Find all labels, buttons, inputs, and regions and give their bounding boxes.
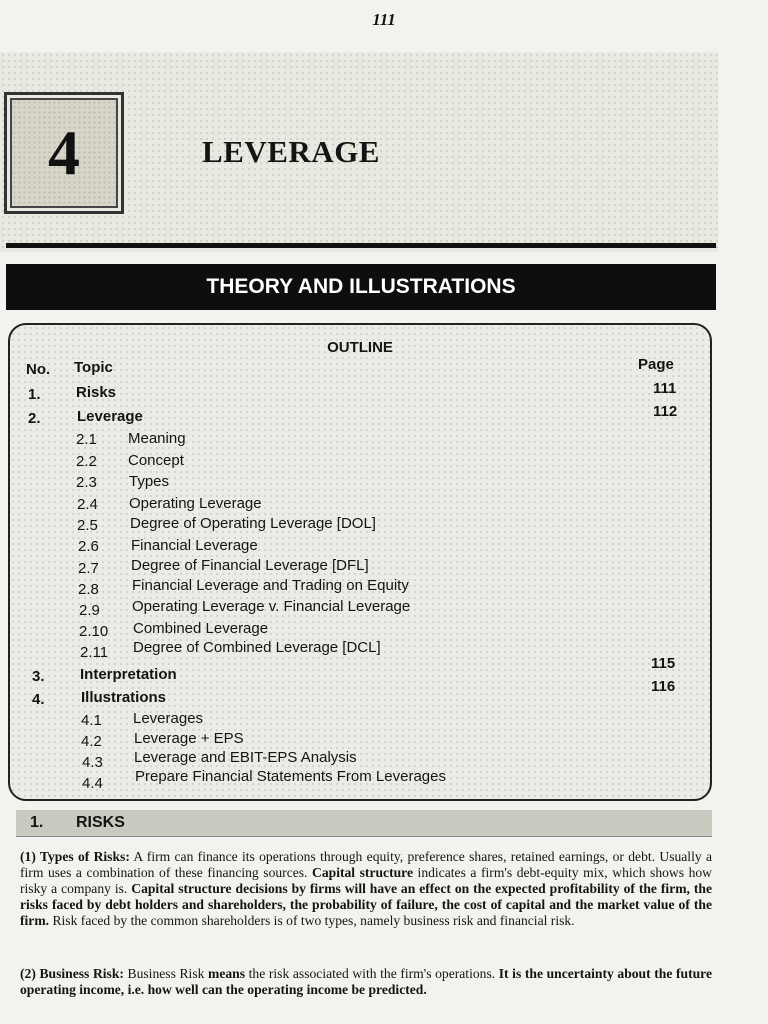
paragraph-bold-text: Capital structure: [312, 865, 413, 880]
paragraph-text: A firm can finance its operations through equity, preference shares, retained earnings, or debt. Usually a firm uses a combination of these financing sources.: [20, 849, 713, 880]
outline-subitem-topic: Types: [129, 473, 170, 490]
outline-subitem-topic: Operating Leverage v. Financial Leverage: [132, 598, 411, 615]
outline-subitem-no: 2.3: [76, 474, 97, 491]
outline-subitem-topic: Operating Leverage: [129, 495, 262, 512]
paragraph-label: (2) Business Risk:: [20, 966, 124, 981]
outline-item-topic: Leverage: [77, 408, 143, 425]
outline-subitem-topic: Degree of Operating Leverage [DOL]: [130, 515, 376, 532]
section-number: 1.: [30, 814, 44, 831]
outline-subitem-no: 2.11: [80, 644, 109, 661]
outline-item-page: 116: [651, 678, 676, 695]
outline-subitem-topic: Concept: [128, 452, 184, 469]
outline-item-no: 2.: [28, 410, 41, 427]
paragraph-bold-text: means: [208, 966, 246, 981]
paragraph-text: indicates a firm's debt-equity mix, which shows how risky a company is.: [20, 865, 712, 896]
outline-item-page: 115: [651, 655, 676, 672]
paragraph-bold-text: It is the uncertainty about the future operating income, i.e. how well can the operating income be predicted.: [20, 966, 712, 997]
outline-header-topic: Topic: [74, 359, 113, 376]
outline-item-page: 111: [653, 380, 677, 397]
outline-subitem-topic: Prepare Financial Statements From Leverages: [135, 768, 446, 785]
chapter-title: LEVERAGE: [202, 134, 380, 169]
outline-item-page: 112: [653, 403, 678, 420]
outline-subitem-no: 2.2: [76, 453, 97, 470]
outline-item-topic: Risks: [76, 384, 117, 401]
outline-subitem-no: 4.1: [81, 712, 102, 729]
outline-subitem-topic: Leverages: [133, 710, 204, 727]
outline-subitem-no: 2.5: [77, 517, 98, 534]
outline-title: OUTLINE: [327, 339, 393, 356]
outline-subitem-topic: Degree of Financial Leverage [DFL]: [131, 557, 369, 574]
chapter-number: 4: [48, 117, 80, 188]
paragraph-text: Risk faced by the common shareholders is of two types, namely business risk and financial risk.: [49, 913, 575, 928]
outline-subitem-topic: Leverage + EPS: [134, 730, 244, 747]
outline-subitem-topic: Financial Leverage: [131, 537, 258, 554]
paragraph-text: Business Risk: [123, 966, 209, 981]
outline-item-topic: Interpretation: [80, 666, 177, 683]
outline-header-page: Page: [638, 356, 674, 373]
outline-subitem-no: 2.6: [78, 538, 99, 555]
chapter-divider: [6, 243, 716, 248]
paragraph-business-risk: [20, 966, 712, 998]
outline-subitem-no: 4.3: [82, 754, 103, 771]
outline-subitem-no: 2.7: [78, 560, 99, 577]
theory-banner: THEORY AND ILLUSTRATIONS: [6, 264, 716, 310]
outline-item-no: 1.: [28, 386, 41, 403]
page-number: 111: [372, 10, 396, 29]
outline-subitem-topic: Combined Leverage: [133, 620, 269, 637]
outline-subitem-no: 2.10: [79, 623, 109, 640]
paragraph-text: the risk associated with the firm's operations.: [245, 966, 499, 981]
outline-box: [8, 323, 712, 801]
outline-item-no: 4.: [32, 691, 45, 708]
outline-subitem-topic: Financial Leverage and Trading on Equity: [132, 577, 409, 594]
outline-subitem-topic: Meaning: [128, 430, 186, 447]
outline-subitem-no: 4.4: [82, 775, 103, 792]
outline-subitem-no: 4.2: [81, 733, 102, 750]
outline-header-no: No.: [26, 361, 51, 378]
outline-subitem-topic: Leverage and EBIT-EPS Analysis: [134, 749, 357, 766]
outline-subitem-no: 2.4: [77, 496, 98, 513]
outline-subitem-no: 2.8: [78, 581, 99, 598]
section-title: RISKS: [76, 814, 125, 831]
section-heading-risks: [16, 810, 712, 837]
outline-subitem-no: 2.1: [76, 431, 97, 448]
outline-subitem-no: 2.9: [79, 602, 100, 619]
outline-subitem-topic: Degree of Combined Leverage [DCL]: [133, 639, 381, 656]
paragraph-label: (1) Types of Risks:: [20, 849, 130, 864]
paragraph-bold-text: Capital structure decisions by firms will have an effect on the expected profitability of the firm, the risks faced by debt holders and shareholders, the probability of failure, the cost of capital and the market value of the firm.: [20, 881, 713, 928]
chapter-number-box: [4, 92, 124, 214]
paragraph-types-of-risks: [20, 849, 712, 929]
outline-item-no: 3.: [32, 668, 45, 685]
outline-item-topic: Illustrations: [81, 689, 167, 706]
